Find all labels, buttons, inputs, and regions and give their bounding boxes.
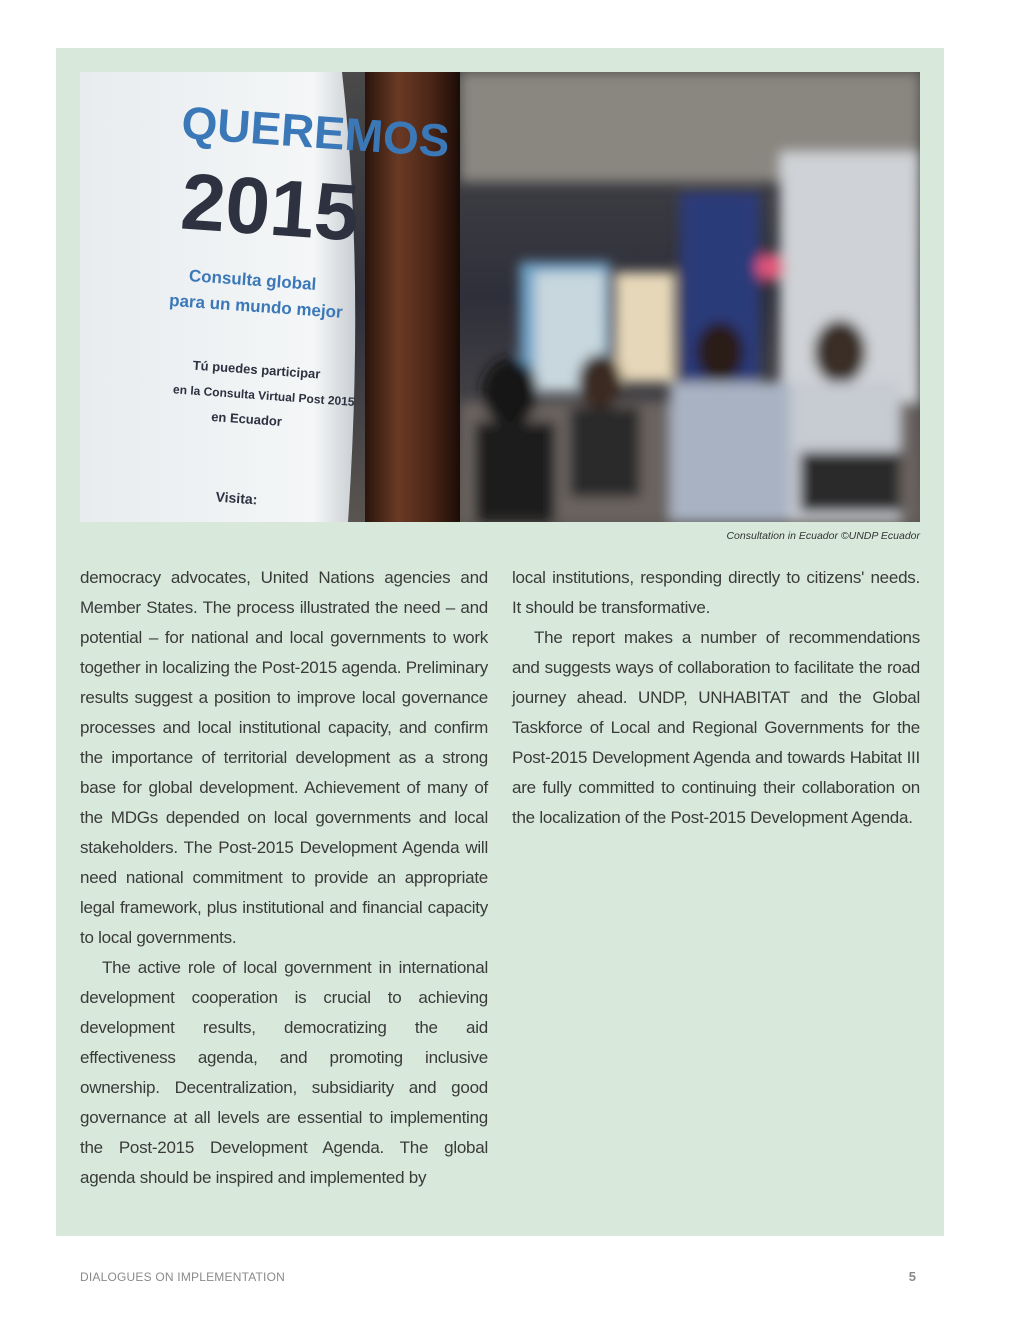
body-paragraph: democracy advocates, United Nations agencies and Member States. The process illustrated the need – and potential – for national and local governments to work together in localizing the Post-2015 agenda. Preliminary results suggest a position to improve local governance processes and local institutional capacity, and confirm the importance of territorial development as a strong base for global development. Achievement of many of the MDGs depended on local governments and local stakeholders. The Post-2015 Development Agenda will need national commitment to provide an appropriate legal framework, plus institutional and financial capacity to local governments. — [80, 568, 488, 947]
photo-caption: Consultation in Ecuador ©UNDP Ecuador — [726, 530, 920, 542]
poster-line: para un mundo mejor — [168, 290, 344, 322]
poster-line: en la Consulta Virtual Post 2015 — [172, 382, 355, 409]
body-column-right — [512, 563, 920, 833]
body-paragraph: The active role of local government in international development cooperation is crucial to achieving development results, democratizing the aid effectiveness agenda, and promoting inclusive ownership. Decentralization, subsidiarity and good governance at all levels are essential to implementing the Post-2015 Development Agenda. The global agenda should be inspired and implemented by — [80, 958, 488, 1187]
poster-line: Visita: — [215, 488, 258, 508]
poster-line: Consulta global — [188, 266, 317, 294]
body-column-left — [80, 563, 488, 1193]
page-number: 5 — [908, 1269, 916, 1284]
body-paragraph: local institutions, responding directly to citizens' needs. It should be transformative. — [512, 568, 920, 617]
poster-year: 2015 — [178, 156, 362, 258]
poster-line: Tú puedes participar — [192, 357, 321, 382]
body-paragraph: The report makes a number of recommendations and suggests ways of collaboration to facilitate the road journey ahead. UNDP, UNHABITAT and the Global Taskforce of Local and Regional Governments for the Post-2015 Development Agenda and towards Habitat III are fully committed to continuing their collaboration on the localization of the Post-2015 Development Agenda. — [512, 628, 920, 827]
consultation-photo — [80, 72, 920, 522]
footer-publication-title: DIALOGUES ON IMPLEMENTATION — [80, 1270, 285, 1284]
photo-illustration — [80, 72, 920, 522]
poster-word: QUEREMOS — [179, 96, 452, 167]
poster-line: en Ecuador — [210, 409, 283, 429]
